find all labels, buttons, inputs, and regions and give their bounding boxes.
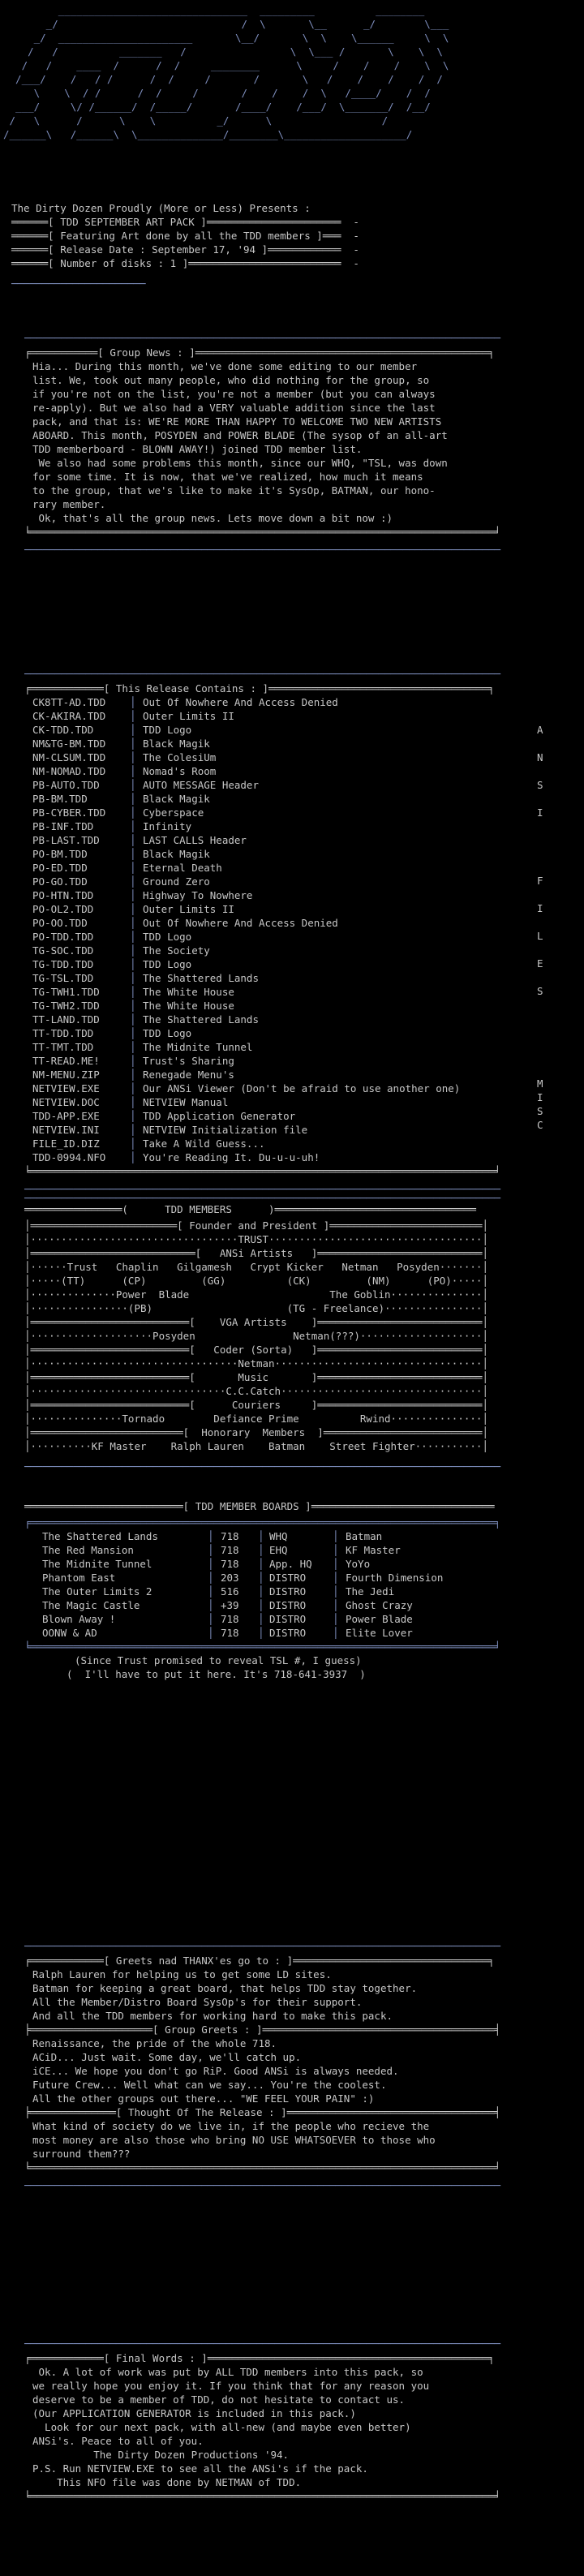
contents-filename: PO-TDD.TDD	[32, 931, 94, 943]
contents-filename: TT-READ.ME!	[32, 1055, 100, 1067]
contents-divider: │	[130, 986, 136, 998]
contents-description: Ground Zero	[143, 875, 210, 888]
contents-description: You're Reading It. Du-u-u-uh!	[143, 1151, 320, 1163]
group-greets-heading: ╞════════════════════[ Group Greets : ]══════════════════════════════════════╡	[24, 2023, 500, 2036]
contents-divider: │	[130, 1124, 136, 1136]
contents-bottom-rule: ──────────────────────────────────────────────────────────────────────────────	[24, 1183, 500, 1195]
intro-row: ══════[ TDD SEPTEMBER ART PACK ]══════════════════════ -	[11, 216, 359, 228]
greets-bottom: ╘════════════════════════════════════════════════════════════════════════════╛	[24, 2161, 500, 2174]
news-line: Ok, that's all the group news. Lets move down a bit now :)	[32, 512, 393, 524]
final-heading: ╒════════════[ Final Words : ]══════════════════════════════════════════════╕	[24, 2352, 495, 2364]
board-divider: │	[208, 1530, 214, 1542]
board-divider: │	[258, 1530, 264, 1542]
contents-filename: PO-ED.TDD	[32, 862, 88, 874]
contents-side-letter: S	[537, 779, 543, 791]
contents-filename: TT-LAND.TDD	[32, 1013, 100, 1026]
contents-side-letter: C	[537, 1119, 543, 1131]
contents-filename: NETVIEW.DOC	[32, 1096, 100, 1108]
members-top-rule: ──────────────────────────────────────────────────────────────────────────────	[24, 1192, 500, 1204]
contents-filename: TG-TDD.TDD	[32, 958, 94, 970]
contents-description: TDD Application Generator	[143, 1110, 296, 1122]
contents-description: Trust's Sharing	[143, 1055, 234, 1067]
contents-divider: │	[130, 806, 136, 819]
contents-filename: TG-TWH2.TDD	[32, 1000, 100, 1012]
group-greet-line: Renaissance, the pride of the whole 718.	[32, 2037, 277, 2049]
board-divider: │	[208, 1558, 214, 1570]
contents-filename: NM-MENU.ZIP	[32, 1069, 100, 1081]
board-name: The Outer Limits 2	[42, 1585, 152, 1598]
contents-filename: TG-SOC.TDD	[32, 944, 94, 957]
contents-filename: PB-LAST.TDD	[32, 834, 100, 846]
contents-filename: NETVIEW.INI	[32, 1124, 100, 1136]
contents-filename: PB-BM.TDD	[32, 793, 88, 805]
final-line: we really hope you enjoy it. If you think that for any reason you	[32, 2380, 430, 2392]
members-category: │══════════════════════════[ Music ]═══════════════════════════│	[24, 1371, 488, 1383]
logo-line: _______________________________ _________ ________	[3, 4, 425, 16]
board-divider: │	[208, 1627, 214, 1639]
board-divider: │	[208, 1599, 214, 1611]
members-line: │··········KF Master Ralph Lauren Batman Street Fighter···········│	[24, 1440, 488, 1452]
news-line: We also had some problems this month, since our WHQ, "TSL, was down	[32, 457, 448, 469]
contents-description: NETVIEW Manual	[143, 1096, 229, 1108]
contents-filename: PO-HTN.TDD	[32, 889, 94, 901]
board-status: DISTRO	[269, 1613, 307, 1625]
contents-filename: CK8TT-AD.TDD	[32, 696, 106, 708]
contents-side-letter: L	[537, 930, 543, 942]
greets-bottom-rule: ──────────────────────────────────────────────────────────────────────────────	[24, 2179, 500, 2191]
contents-description: Nomad's Room	[143, 765, 217, 777]
news-line: for some time. It is now, that we've realized, how much it means	[32, 471, 423, 483]
members-line: │································C.C.Catch·································│	[24, 1385, 488, 1397]
final-top-rule: ──────────────────────────────────────────────────────────────────────────────	[24, 2337, 500, 2350]
group-greet-line: ACiD... Just wait. Some day, we'll catch up.	[32, 2051, 302, 2063]
contents-description: The Midnite Tunnel	[143, 1041, 253, 1053]
thought-line: surround them???	[32, 2148, 131, 2160]
contents-side-letter: A	[537, 724, 543, 736]
greets-top-rule: ──────────────────────────────────────────────────────────────────────────────	[24, 1940, 500, 1952]
board-divider: │	[258, 1585, 264, 1598]
contents-side-letter: S	[537, 1105, 543, 1117]
board-divider: │	[208, 1585, 214, 1598]
contents-divider: │	[130, 696, 136, 708]
contents-description: The Shattered Lands	[143, 972, 259, 984]
logo-line: / / ____ / / / ________ \ / / / \ \	[3, 59, 449, 71]
contents-divider: │	[130, 972, 136, 984]
board-name: OONW & AD	[42, 1627, 97, 1639]
boards-bottom-border: ╘════════════════════════════════════════════════════════════════════════════╛	[24, 1641, 500, 1653]
board-divider: │	[333, 1599, 339, 1611]
logo-line: _/ / \ \__ _/ \___	[3, 18, 449, 30]
board-sysop: Power Blade	[346, 1613, 413, 1625]
contents-filename: FILE_ID.DIZ	[32, 1137, 100, 1150]
contents-filename: NM-CLSUM.TDD	[32, 751, 106, 763]
contents-divider: │	[130, 848, 136, 860]
board-divider: │	[208, 1544, 214, 1556]
contents-divider: │	[130, 751, 136, 763]
members-line: │····················Posyden Netman(???)····················│	[24, 1330, 488, 1342]
members-line: │······Trust Chaplin Gilgamesh Crypt Kicker Netman Posyden·······│	[24, 1261, 488, 1273]
members-line: │··············Power Blade The Goblin···············│	[24, 1288, 488, 1301]
greets-line: Ralph Lauren for helping us to get some LD sites.	[32, 1968, 332, 1980]
news-bottom-rule: ──────────────────────────────────────────────────────────────────────────────	[24, 544, 500, 556]
contents-side-letter: F	[537, 875, 543, 887]
board-area-code: 718	[221, 1627, 239, 1639]
members-line: │··································Netman··································│	[24, 1357, 488, 1370]
board-status: DISTRO	[269, 1599, 307, 1611]
final-line: This NFO file was done by NETMAN of TDD.	[32, 2476, 302, 2488]
members-line: │···············Tornado Defiance Prime Rwind···············│	[24, 1413, 488, 1425]
members-category: │═══════════════════════════[ ANSi Artists ]═══════════════════════════│	[24, 1247, 488, 1259]
members-line: │·····(TT) (CP) (GG) (CK) (NM) (PO)·····│	[24, 1275, 488, 1287]
logo-line: ___/ \/ /______/ /_____/ /____/ /___/ \_______/ /__/	[3, 101, 431, 113]
greets-line: All the Member/Distro Board SysOp's for their support.	[32, 1996, 363, 2008]
greets-heading: ╒════════════[ Greets nad THANX'es go to : ]════════════════════════════════╕	[24, 1955, 495, 1967]
contents-description: TDD Logo	[143, 931, 192, 943]
board-name: Blown Away !	[42, 1613, 116, 1625]
news-line: list. We, took out many people, who did nothing for the group, so	[32, 374, 430, 386]
contents-side-letter: I	[537, 806, 543, 819]
contents-filename: PO-GO.TDD	[32, 875, 88, 888]
board-status: WHQ	[269, 1530, 288, 1542]
board-status: EHQ	[269, 1544, 288, 1556]
contents-divider: │	[130, 1082, 136, 1094]
final-line: ANSi's. Peace to all of you.	[32, 2435, 204, 2447]
greets-line: Batman for keeping a great board, that helps TDD stay together.	[32, 1982, 418, 1994]
contents-description: Take A Wild Guess...	[143, 1137, 265, 1150]
board-sysop: Ghost Crazy	[346, 1599, 413, 1611]
board-divider: │	[333, 1613, 339, 1625]
board-sysop: Fourth Dimension	[346, 1572, 444, 1584]
board-sysop: YoYo	[346, 1558, 371, 1570]
board-status: App. HQ	[269, 1558, 312, 1570]
contents-divider: │	[130, 917, 136, 929]
contents-description: Black Magik	[143, 848, 210, 860]
contents-filename: CK-TDD.TDD	[32, 724, 94, 736]
final-line: P.S. Run NETVIEW.EXE to see all the ANSi's if the pack.	[32, 2462, 368, 2475]
board-name: The Magic Castle	[42, 1599, 140, 1611]
members-category: │═════════════════════════[ Honorary Members ]══════════════════════════│	[24, 1426, 488, 1439]
board-divider: │	[258, 1613, 264, 1625]
board-sysop: Batman	[346, 1530, 383, 1542]
board-divider: │	[258, 1572, 264, 1584]
contents-divider: │	[130, 724, 136, 736]
board-divider: │	[333, 1585, 339, 1598]
members-line: │··································TRUST···································│	[24, 1233, 488, 1245]
logo-line: / \ / \ \ _/ \ /	[3, 114, 389, 127]
contents-divider: │	[130, 793, 136, 805]
logo-line: _/ ______________________ \__/ \ \ \______ \ \	[3, 32, 449, 44]
board-divider: │	[333, 1558, 339, 1570]
members-category: │══════════════════════════[ Coder (Sorta) ]═══════════════════════════│	[24, 1344, 488, 1356]
contents-divider: │	[130, 1013, 136, 1026]
contents-description: The ColesiUm	[143, 751, 217, 763]
boards-title: ══════════════════════════[ TDD MEMBER BOARDS ]══════════════════════════════	[24, 1500, 495, 1512]
news-heading: ╒═══════════[ Group News : ]════════════════════════════════════════════════╕	[24, 346, 495, 359]
greets-line: And all the TDD members for working hard to make this pack.	[32, 2010, 393, 2022]
contents-filename: CK-AKIRA.TDD	[32, 710, 106, 722]
contents-filename: TG-TSL.TDD	[32, 972, 94, 984]
final-line: Look for our next pack, with all-new (and maybe even better)	[32, 2421, 411, 2433]
board-sysop: The Jedi	[346, 1585, 395, 1598]
board-divider: │	[333, 1530, 339, 1542]
board-status: DISTRO	[269, 1627, 307, 1639]
board-area-code: +39	[221, 1599, 239, 1611]
board-area-code: 516	[221, 1585, 239, 1598]
news-top-rule: ──────────────────────────────────────────────────────────────────────────────	[24, 332, 500, 344]
contents-top-rule: ──────────────────────────────────────────────────────────────────────────────	[24, 668, 500, 680]
thought-heading: ╞══════════════[ Thought Of The Release : ]══════════════════════════════════╡	[24, 2106, 500, 2118]
board-area-code: 718	[221, 1544, 239, 1556]
board-name: The Shattered Lands	[42, 1530, 158, 1542]
board-area-code: 718	[221, 1613, 239, 1625]
logo-line: /___/ / / / / / / / \ / / / / /	[3, 73, 443, 85]
contents-description: Our ANSi Viewer (Don't be afraid to use another one)	[143, 1082, 461, 1094]
contents-side-letter: I	[537, 902, 543, 914]
news-bottom: ╘════════════════════════════════════════════════════════════════════════════╛	[24, 526, 500, 538]
contents-divider: │	[130, 944, 136, 957]
contents-divider: │	[130, 738, 136, 750]
final-line: Ok. A lot of work was put by ALL TDD members into this pack, so	[32, 2366, 423, 2378]
contents-divider: │	[130, 834, 136, 846]
contents-heading: ╒════════════[ This Release Contains : ]════════════════════════════════════╕	[24, 682, 495, 695]
board-status: DISTRO	[269, 1572, 307, 1584]
contents-divider: │	[130, 1151, 136, 1163]
contents-description: Out Of Nowhere And Access Denied	[143, 917, 338, 929]
board-divider: │	[258, 1558, 264, 1570]
contents-divider: │	[130, 1041, 136, 1053]
contents-divider: │	[130, 958, 136, 970]
contents-description: LAST CALLS Header	[143, 834, 247, 846]
board-divider: │	[333, 1544, 339, 1556]
contents-description: TDD Logo	[143, 1027, 192, 1039]
contents-filename: PO-BM.TDD	[32, 848, 88, 860]
news-line: TDD memberboard - BLOWN AWAY!) joined TDD member list.	[32, 443, 363, 455]
contents-filename: PB-AUTO.TDD	[32, 779, 100, 791]
board-divider: │	[258, 1627, 264, 1639]
contents-divider: │	[130, 779, 136, 791]
board-sysop: KF Master	[346, 1544, 401, 1556]
contents-divider: │	[130, 931, 136, 943]
members-category: │══════════════════════════[ Couriers ]═══════════════════════════│	[24, 1399, 488, 1411]
contents-divider: │	[130, 1096, 136, 1108]
contents-description: Cyberspace	[143, 806, 204, 819]
contents-side-letter: I	[537, 1091, 543, 1103]
board-divider: │	[333, 1627, 339, 1639]
final-bottom: ╘════════════════════════════════════════════════════════════════════════════╛	[24, 2490, 500, 2502]
members-category: │══════════════════════════[ VGA Artists ]═══════════════════════════│	[24, 1316, 488, 1328]
contents-side-letter: N	[537, 751, 543, 763]
board-area-code: 718	[221, 1558, 239, 1570]
contents-side-letter: E	[537, 957, 543, 970]
contents-filename: PO-OO.TDD	[32, 917, 88, 929]
board-divider: │	[333, 1572, 339, 1584]
contents-side-letter: M	[537, 1077, 543, 1090]
board-divider: │	[208, 1572, 214, 1584]
contents-filename: PB-INF.TDD	[32, 820, 94, 832]
contents-side-letter: S	[537, 985, 543, 997]
contents-description: TDD Logo	[143, 958, 192, 970]
board-divider: │	[208, 1613, 214, 1625]
group-greet-line: Future Crew... Well what can we say... You're the coolest.	[32, 2079, 387, 2091]
news-line: if you're not on the list, you're not a member (but you can always	[32, 388, 436, 400]
contents-divider: │	[130, 820, 136, 832]
contents-description: Out Of Nowhere And Access Denied	[143, 696, 338, 708]
board-name: The Red Mansion	[42, 1544, 134, 1556]
contents-filename: PB-CYBER.TDD	[32, 806, 106, 819]
final-line: (Our APPLICATION GENERATOR is included in this pack.)	[32, 2407, 356, 2419]
contents-filename: TT-TMT.TDD	[32, 1041, 94, 1053]
board-name: Phantom East	[42, 1572, 116, 1584]
contents-divider: │	[130, 765, 136, 777]
members-line: │················(PB) (TG - Freelance)················│	[24, 1302, 488, 1314]
contents-description: TDD Logo	[143, 724, 192, 736]
group-greet-line: iCE... We hope you don't go RiP. Good ANSi is always needed.	[32, 2065, 399, 2077]
contents-filename: NM&TG-BM.TDD	[32, 738, 106, 750]
contents-description: Black Magik	[143, 793, 210, 805]
final-line: deserve to be a member of TDD, do not hesitate to contact us.	[32, 2393, 406, 2406]
contents-description: NETVIEW Initialization file	[143, 1124, 308, 1136]
board-area-code: 718	[221, 1530, 239, 1542]
contents-filename: TT-TDD.TDD	[32, 1027, 94, 1039]
news-line: Hia... During this month, we've done some editing to our member	[32, 360, 418, 372]
logo-line: / / _______ / \ \___ / \ \ \	[3, 45, 443, 58]
contents-divider: │	[130, 875, 136, 888]
logo-line: \ \ / / / / / / / / \ /____/ / /	[3, 87, 431, 99]
boards-promise: (Since Trust promised to reveal TSL #, I guess)	[75, 1654, 362, 1666]
contents-divider: │	[130, 862, 136, 874]
board-divider: │	[258, 1544, 264, 1556]
contents-divider: │	[130, 1055, 136, 1067]
final-line: The Dirty Dozen Productions '94.	[32, 2449, 290, 2461]
members-title: ════════════════( TDD MEMBERS )═════════════════════════════════	[24, 1203, 476, 1215]
contents-description: Eternal Death	[143, 862, 222, 874]
contents-description: AUTO MESSAGE Header	[143, 779, 259, 791]
intro-row: ══════[ Number of disks : 1 ]═════════════════════════ -	[11, 257, 359, 269]
board-status: DISTRO	[269, 1585, 307, 1598]
intro-presents: The Dirty Dozen Proudly (More or Less) Presents :	[11, 202, 311, 214]
contents-divider: │	[130, 1110, 136, 1122]
contents-filename: TDD-APP.EXE	[32, 1110, 100, 1122]
contents-description: Outer Limits II	[143, 710, 234, 722]
contents-description: Black Magik	[143, 738, 210, 750]
news-line: re-apply). But we also had a VERY valuable addition since the last	[32, 402, 436, 414]
board-sysop: Elite Lover	[346, 1627, 413, 1639]
contents-description: The White House	[143, 986, 234, 998]
thought-line: What kind of society do we live in, if the people who recieve the	[32, 2120, 430, 2132]
members-bottom-rule: ──────────────────────────────────────────────────────────────────────────────	[24, 1460, 500, 1473]
contents-filename: PO-OL2.TDD	[32, 903, 94, 915]
intro-row: ══════[ Release Date : September 17, '94 ]════════════ -	[11, 243, 359, 256]
contents-filename: TG-TWH1.TDD	[32, 986, 100, 998]
contents-filename: NETVIEW.EXE	[32, 1082, 100, 1094]
intro-row: ══════[ Featuring Art done by all the TDD members ]═══ -	[11, 230, 359, 242]
contents-description: The White House	[143, 1000, 234, 1012]
contents-description: Outer Limits II	[143, 903, 234, 915]
contents-filename: TDD-0994.NFO	[32, 1151, 106, 1163]
contents-description: Highway To Nowhere	[143, 889, 253, 901]
thought-line: most money are also those who bring NO USE WHATSOEVER to those who	[32, 2134, 436, 2146]
contents-description: Infinity	[143, 820, 192, 832]
contents-description: The Society	[143, 944, 210, 957]
news-line: to the group, that we's like to make it's SysOp, BATMAN, our hono-	[32, 484, 436, 497]
logo-line: /______\ /______\ \______________/________\____________________/	[3, 128, 413, 140]
board-name: The Midnite Tunnel	[42, 1558, 152, 1570]
contents-divider: │	[130, 1000, 136, 1012]
members-category: │════════════════════════[ Founder and President ]═════════════════════════│	[24, 1219, 488, 1232]
contents-filename: NM-NOMAD.TDD	[32, 765, 106, 777]
intro-rule: ──────────────────────	[11, 277, 146, 290]
contents-divider: │	[130, 889, 136, 901]
board-area-code: 203	[221, 1572, 239, 1584]
contents-divider: │	[130, 1069, 136, 1081]
boards-promise: ( I'll have to put it here. It's 718-641-3937 )	[67, 1668, 366, 1680]
contents-divider: │	[130, 1137, 136, 1150]
contents-description: The Shattered Lands	[143, 1013, 259, 1026]
news-line: rary member.	[32, 498, 106, 510]
board-divider: │	[258, 1599, 264, 1611]
news-line: pack, and that is: WE'RE MORE THAN HAPPY TO WELCOME TWO NEW ARTISTS	[32, 415, 442, 428]
contents-divider: │	[130, 1027, 136, 1039]
contents-divider: │	[130, 903, 136, 915]
boards-top-border: ╒════════════════════════════════════════════════════════════════════════════╕	[24, 1516, 500, 1529]
contents-divider: │	[130, 710, 136, 722]
group-greet-line: All the other groups out there... "WE FEEL YOUR PAIN" :)	[32, 2092, 375, 2105]
news-line: ABOARD. This month, POSYDEN and POWER BLADE (The sysop of an all-art	[32, 429, 448, 441]
contents-description: Renegade Menu's	[143, 1069, 234, 1081]
contents-bottom: ╘════════════════════════════════════════════════════════════════════════════╛	[24, 1165, 500, 1177]
